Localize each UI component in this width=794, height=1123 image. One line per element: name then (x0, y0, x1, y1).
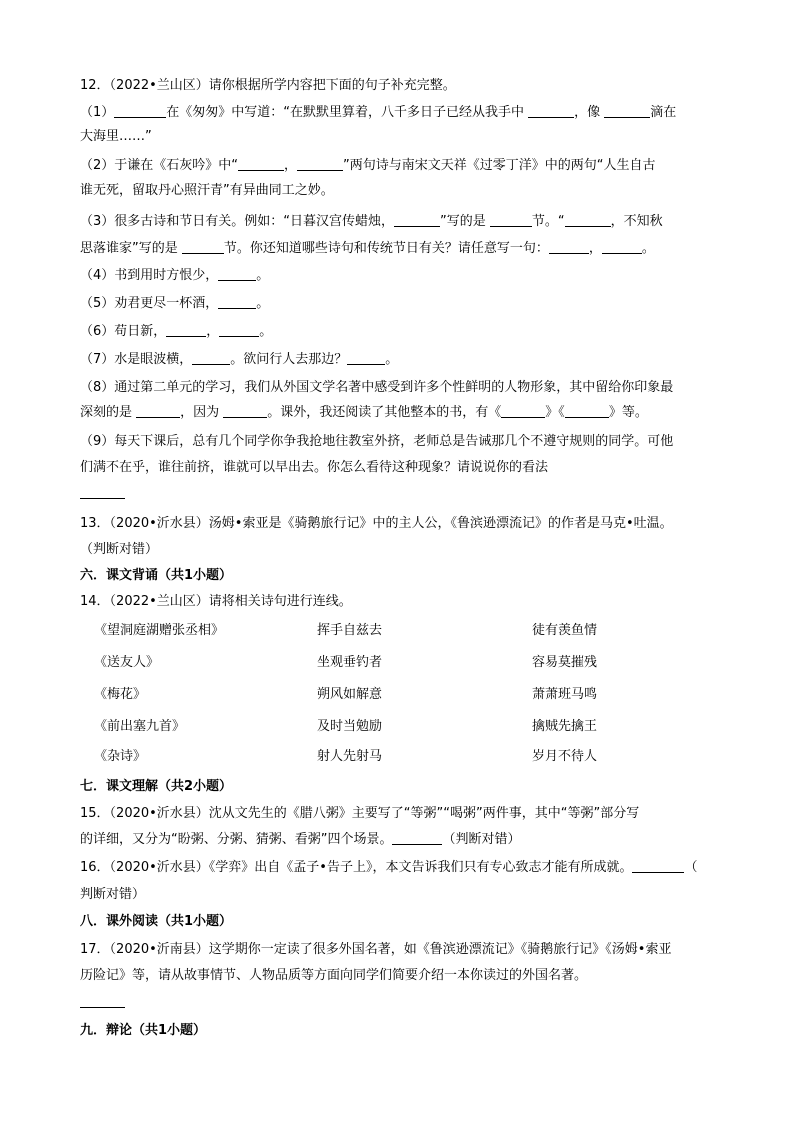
q12-item3-line1 (80, 213, 725, 231)
q16-line1 (80, 859, 725, 877)
q12-item7-period: 。 (385, 352, 399, 367)
answer-blank[interactable] (114, 105, 166, 118)
answer-line[interactable] (80, 498, 125, 499)
answer-blank[interactable] (219, 324, 259, 337)
q12-title: 12．（2022•兰山区）请你根据所学内容把下面的句子补充完整。 (80, 78, 456, 93)
q15-line2 (80, 831, 725, 849)
q12-item6-period: 。 (259, 324, 273, 339)
q12-item7-text: （7）水是眼波横， (80, 352, 193, 367)
q12-item3-text4: ，不知秋 (610, 214, 663, 229)
answer-blank[interactable] (192, 352, 230, 365)
q15-judge: （判断对错） (442, 832, 521, 847)
answer-blank[interactable] (565, 214, 611, 227)
q16-line2: 判断对错） (80, 887, 146, 902)
answer-blank[interactable] (501, 405, 545, 418)
answer-blank[interactable] (238, 158, 284, 171)
q14-col3-item[interactable]: 徒有羡鱼情 (532, 623, 598, 638)
answer-blank[interactable] (136, 405, 180, 418)
q12-item9-line2: 们满不在乎，谁往前挤，谁就可以早出去。你怎么看待这种现象？请说说你的看法 (80, 460, 549, 475)
answer-blank[interactable] (528, 105, 574, 118)
answer-blank[interactable] (549, 241, 589, 254)
q14-col1-item[interactable]: 《杂诗》 (94, 749, 147, 764)
section-7-heading: 七．课文理解（共2小题） (80, 779, 233, 794)
answer-blank[interactable] (632, 860, 684, 873)
q13-line1: 13．（2020•沂水县）汤姆•索亚是《骑鹅旅行记》中的主人公，《鲁滨逊漂流记》的作者是马克•吐温。 (80, 516, 673, 531)
q14-col1-item[interactable]: 《望洞庭湖赠张丞相》 (94, 623, 225, 638)
answer-blank[interactable] (490, 214, 532, 227)
q12-item1-text2: ，像 (574, 105, 605, 120)
answer-blank[interactable] (166, 324, 206, 337)
q12-item8-text3: 。课外，我还阅读了其他整本的书，有《 (267, 405, 502, 420)
answer-blank[interactable] (297, 158, 343, 171)
answer-blank[interactable] (223, 405, 267, 418)
answer-blank[interactable] (218, 296, 256, 309)
q12-item9-line1: （9）每天下课后，总有几个同学你争我抢地往教室外挤，老师总是告诫那几个不遵守规则的同学。可他 (80, 434, 674, 449)
q14-col3-item[interactable]: 萧萧班马鸣 (532, 687, 598, 702)
q12-item2-line1 (80, 157, 725, 175)
answer-line[interactable] (80, 1007, 125, 1008)
q14-col1-item[interactable]: 《梅花》 (94, 687, 147, 702)
q12-item8-line2 (80, 404, 725, 422)
q12-item3-text2: ”写的是 (440, 214, 490, 229)
q12-item3-period: 。 (641, 241, 655, 256)
q12-item3-line2 (80, 240, 725, 258)
q14-col1-item[interactable]: 《送友人》 (94, 655, 160, 670)
q13-line2: （判断对错） (80, 542, 159, 557)
q12-item1-text: 在《匆匆》中写道：“在默默里算着，八千多日子已经从我手中 (166, 105, 529, 120)
q14-col2-item[interactable]: 坐观垂钓者 (317, 655, 383, 670)
q14-col3-item[interactable]: 容易莫摧残 (532, 655, 598, 670)
q15-line1: 15．（2020•沂水县）沈从文先生的《腊八粥》主要写了“等粥”“喝粥”两件事，其中“等粥”部分写 (80, 806, 640, 821)
answer-blank[interactable] (392, 832, 442, 845)
q12-item1-num: （1） (80, 105, 115, 120)
answer-blank[interactable] (565, 405, 609, 418)
q12-item2-text2: ”两句诗与南宋文天祥《过零丁洋》中的两句“人生自古 (343, 158, 656, 173)
q12-item8-text: 深刻的是 (80, 405, 137, 420)
q12-item2-text: （2）于谦在《石灰吟》中“ (80, 158, 239, 173)
q15-text: 的详细，又分为“盼粥、分粥、猜粥、看粥”四个场景。 (80, 832, 393, 847)
q12-item6 (80, 323, 725, 341)
answer-blank[interactable] (347, 352, 385, 365)
q12-item7-text2: 。欲问行人去那边？ (230, 352, 348, 367)
q16-text: 16．（2020•沂水县）《学弈》出自《孟子•告子上》，本文告诉我们只有专心致志才能有所成就。 (80, 860, 633, 875)
q12-item4-period: 。 (256, 268, 270, 283)
q12-item3-text5: 思落谁家”写的是 (80, 241, 182, 256)
q17-line2: 历险记》等，请从故事情节、人物品质等方面向同学们简要介绍一本你读过的外国名著。 (80, 968, 588, 983)
q12-item2-comma: ， (284, 158, 298, 173)
q12-item3-text6: 节。你还知道哪些诗句和传统节日有关？请任意写一句： (223, 241, 549, 256)
section-9-heading: 九．辩论（共1小题） (80, 1023, 207, 1038)
q12-item8-text2: ，因为 (180, 405, 224, 420)
section-6-heading: 六．课文背诵（共1小题） (80, 568, 233, 583)
answer-blank[interactable] (182, 241, 224, 254)
q14-title: 14．（2022•兰山区）请将相关诗句进行连线。 (80, 594, 352, 609)
q12-item5 (80, 295, 725, 313)
q12-item3-comma: ， (588, 241, 602, 256)
q12-item6-comma: ， (206, 324, 220, 339)
q12-item4-text: （4）书到用时方恨少， (80, 268, 219, 283)
q12-item3-text3: 节。“ (531, 214, 565, 229)
q17-line1: 17．（2020•沂南县）这学期你一定读了很多外国名著，如《鲁滨逊漂流记》《骑鹅旅行记》《汤姆•索亚 (80, 942, 672, 957)
q14-col2-item[interactable]: 朔风如解意 (317, 687, 383, 702)
q12-item1-line1 (80, 104, 725, 122)
q12-item4 (80, 267, 725, 285)
q14-col2-item[interactable]: 及时当勉励 (317, 719, 383, 734)
q12-item1-text3: 滴在 (650, 105, 677, 120)
q16-paren: （ (684, 860, 698, 875)
q12-item7 (80, 351, 725, 369)
q14-col3-item[interactable]: 岁月不待人 (532, 749, 598, 764)
answer-blank[interactable] (604, 105, 650, 118)
q12-item5-period: 。 (256, 296, 270, 311)
q12-item1-line2: 大海里……” (80, 129, 152, 144)
answer-blank[interactable] (602, 241, 642, 254)
q12-item8-line1: （8）通过第二单元的学习，我们从外国文学名著中感受到许多个性鲜明的人物形象，其中留给你印象最 (80, 380, 674, 395)
q12-item3-text: （3）很多古诗和节日有关。例如：“日暮汉宫传蜡烛， (80, 214, 395, 229)
q14-col1-item[interactable]: 《前出塞九首》 (94, 719, 186, 734)
section-8-heading: 八．课外阅读（共1小题） (80, 914, 233, 929)
answer-blank[interactable] (394, 214, 440, 227)
q14-col2-item[interactable]: 射人先射马 (317, 749, 383, 764)
q12-item8-text4: 》《 (545, 405, 565, 420)
q14-col3-item[interactable]: 擒贼先擒王 (532, 719, 598, 734)
q12-item2-line2: 谁无死，留取丹心照汗青”有异曲同工之妙。 (80, 183, 334, 198)
q14-col2-item[interactable]: 挥手自兹去 (317, 623, 383, 638)
q12-item5-text: （5）劝君更尽一杯酒， (80, 296, 219, 311)
q12-item6-text: （6）苟日新， (80, 324, 167, 339)
q12-item8-text5: 》等。 (608, 405, 648, 420)
answer-blank[interactable] (218, 268, 256, 281)
